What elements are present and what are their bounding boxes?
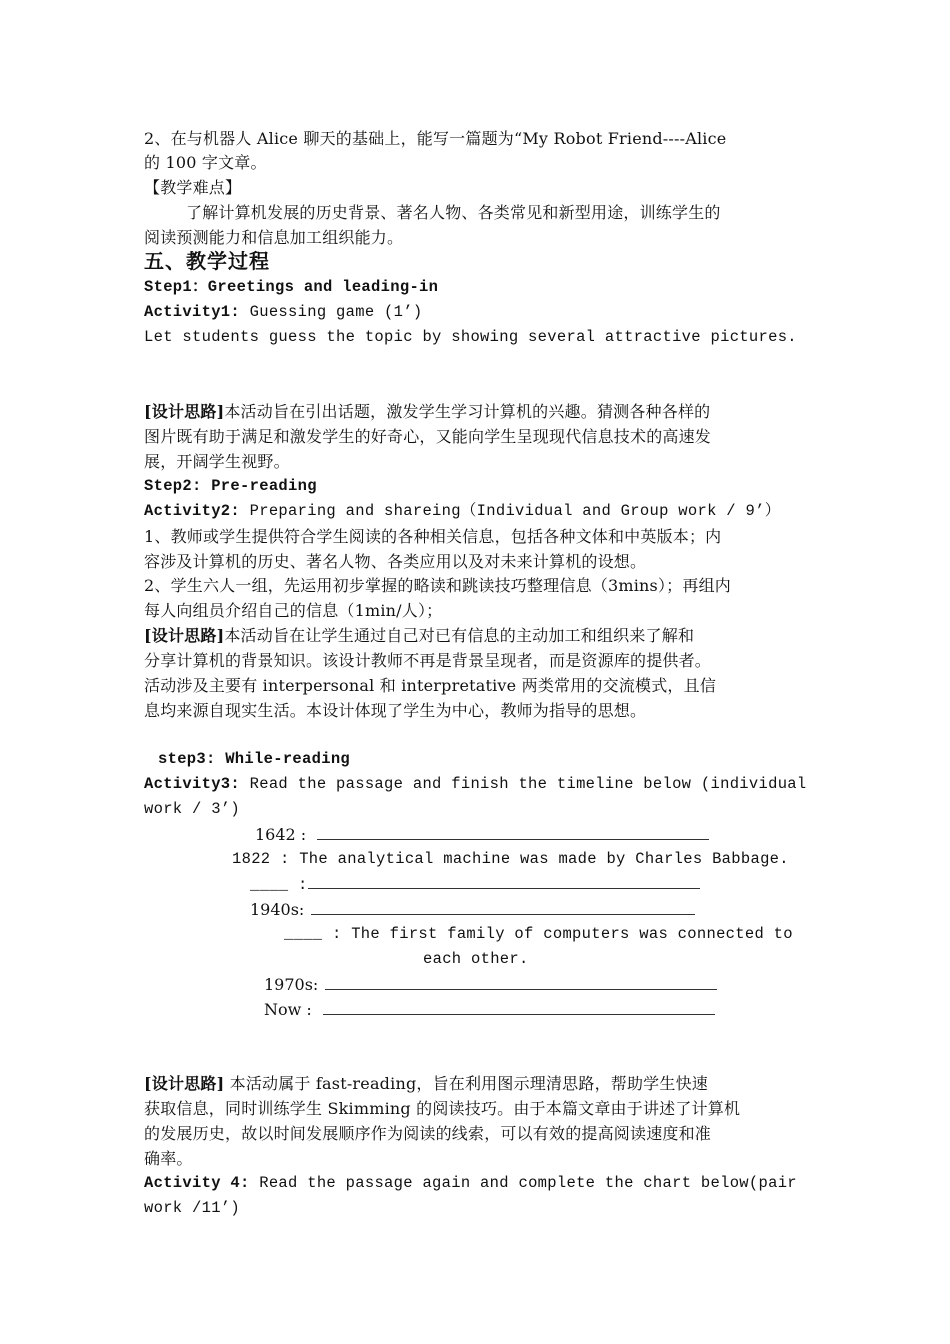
step2-item1-line-2: 容涉及计算机的历史、著名人物、各类应用以及对未来计算机的设想。 <box>144 552 647 571</box>
step2-activity <box>144 499 809 524</box>
timeline-1940s-blank[interactable] <box>311 898 695 915</box>
design-label: [设计思路] <box>144 1074 225 1093</box>
step1-design-line-2: 图片既有助于满足和激发学生的好奇心，又能向学生呈现现代信息技术的高速发 <box>144 427 712 446</box>
activity4-line-2: work /11’) <box>144 1199 241 1217</box>
step2-item2-line-2: 每人向组员介绍自己的信息（1min/人）； <box>144 601 443 620</box>
activity1-label: Activity1: <box>144 303 241 321</box>
step3-design-line-2: 获取信息，同时训练学生 Skimming 的阅读技巧。由于本篇文章由于讲述了计算机 <box>144 1099 741 1118</box>
activity3-label: Activity3: <box>144 775 241 793</box>
timeline-now <box>264 997 715 1022</box>
step3-activity-line-1 <box>144 772 809 797</box>
step2-title: Step2: Pre-reading <box>144 477 317 495</box>
step2-item2-line-1: 2、学生六人一组，先运用初步掌握的略读和跳读技巧整理信息（3mins）；再组内 <box>144 576 731 595</box>
design-label: [设计思路] <box>144 626 225 645</box>
step1-design-line-3: 展，开阔学生视野。 <box>144 452 290 471</box>
activity4-label: Activity 4: <box>144 1174 250 1192</box>
activity2-label: Activity2: <box>144 502 241 520</box>
activity4-text: Read the passage again and complete the chart below(pair <box>249 1174 797 1192</box>
timeline-unknown-year <box>250 872 700 898</box>
timeline-1970s-blank[interactable] <box>325 973 717 990</box>
timeline-now-blank[interactable] <box>323 998 715 1015</box>
step2-design-line-2: 分享计算机的背景知识。该设计教师不再是背景呈现者，而是资源库的提供者。 <box>144 651 712 670</box>
design-text: 本活动属于 fast-reading，旨在利用图示理清思路，帮助学生快速 <box>224 1074 708 1093</box>
timeline-1940s-label: 1940s: <box>250 900 305 919</box>
timeline-connected <box>284 922 793 947</box>
activity1-text: Guessing game (1’) <box>240 303 423 321</box>
step2-design-line-4: 息均来源自现实生活。本设计体现了学生为中心，教师为指导的思想。 <box>144 701 647 720</box>
objective-2-line-1: 2、在与机器人 Alice 聊天的基础上，能写一篇题为“My Robot Friend----Alice <box>144 129 727 148</box>
step2-item1-line-1: 1、教师或学生提供符合学生阅读的各种相关信息，包括各种文体和中英版本；内 <box>144 527 722 546</box>
step3-title: step3: While-reading <box>158 750 351 768</box>
difficulty-heading: 【教学难点】 <box>144 178 242 197</box>
objective-2-line-2: 的 100 字文章。 <box>144 153 267 172</box>
step2-design-line-3: 活动涉及主要有 interpersonal 和 interpretative 两类常用的交流模式，且信 <box>144 676 717 695</box>
process-heading: 五、教学过程 <box>144 249 270 273</box>
step1-title: Step1：Greetings and leading-in <box>144 278 439 296</box>
timeline-1822: 1822 : The analytical machine was made by Charles Babbage. <box>232 850 789 868</box>
difficulty-line-2: 阅读预测能力和信息加工组织能力。 <box>144 228 404 247</box>
step3-design-line-4: 确率。 <box>144 1149 193 1168</box>
activity3-text: Read the passage and finish the timeline below (individual <box>240 775 807 793</box>
step1-activity <box>144 300 809 325</box>
timeline-1970s-label: 1970s: <box>264 975 319 994</box>
timeline-connected-text: : The first family of computers was connected to <box>322 925 793 943</box>
timeline-unknown-year-blank[interactable] <box>308 872 700 889</box>
timeline-1642-label: 1642 : <box>255 825 307 844</box>
timeline-1940s <box>250 897 695 922</box>
step1-design-line-1 <box>144 399 809 424</box>
activity4-line-1 <box>144 1171 809 1196</box>
design-label: [设计思路] <box>144 402 225 421</box>
timeline-1642 <box>255 822 709 847</box>
design-text: 本活动旨在引出话题，激发学生学习计算机的兴趣。猜测各种各样的 <box>224 402 711 421</box>
timeline-unknown-year-label: ____ : <box>250 876 308 894</box>
step3-design-line-1 <box>144 1071 809 1096</box>
timeline-connected-cont: each other. <box>423 950 529 968</box>
step1-description: Let students guess the topic by showing several attractive pictures. <box>144 328 797 346</box>
step3-activity-line-2: work / 3’) <box>144 800 241 818</box>
step3-design-line-3: 的发展历史，故以时间发展顺序作为阅读的线索，可以有效的提高阅读速度和准 <box>144 1124 712 1143</box>
timeline-connected-blank[interactable]: ____ <box>284 925 323 943</box>
timeline-now-label: Now : <box>264 1000 312 1019</box>
difficulty-line-1: 了解计算机发展的历史背景、著名人物、各类常见和新型用途，训练学生的 <box>186 203 721 222</box>
step2-design-line-1 <box>144 623 809 648</box>
design-text: 本活动旨在让学生通过自己对已有信息的主动加工和组织来了解和 <box>224 626 695 645</box>
activity2-text: Preparing and shareing（Individual and Group work / 9’） <box>240 502 781 520</box>
timeline-1970s <box>264 972 717 997</box>
timeline-1642-blank[interactable] <box>317 823 709 840</box>
